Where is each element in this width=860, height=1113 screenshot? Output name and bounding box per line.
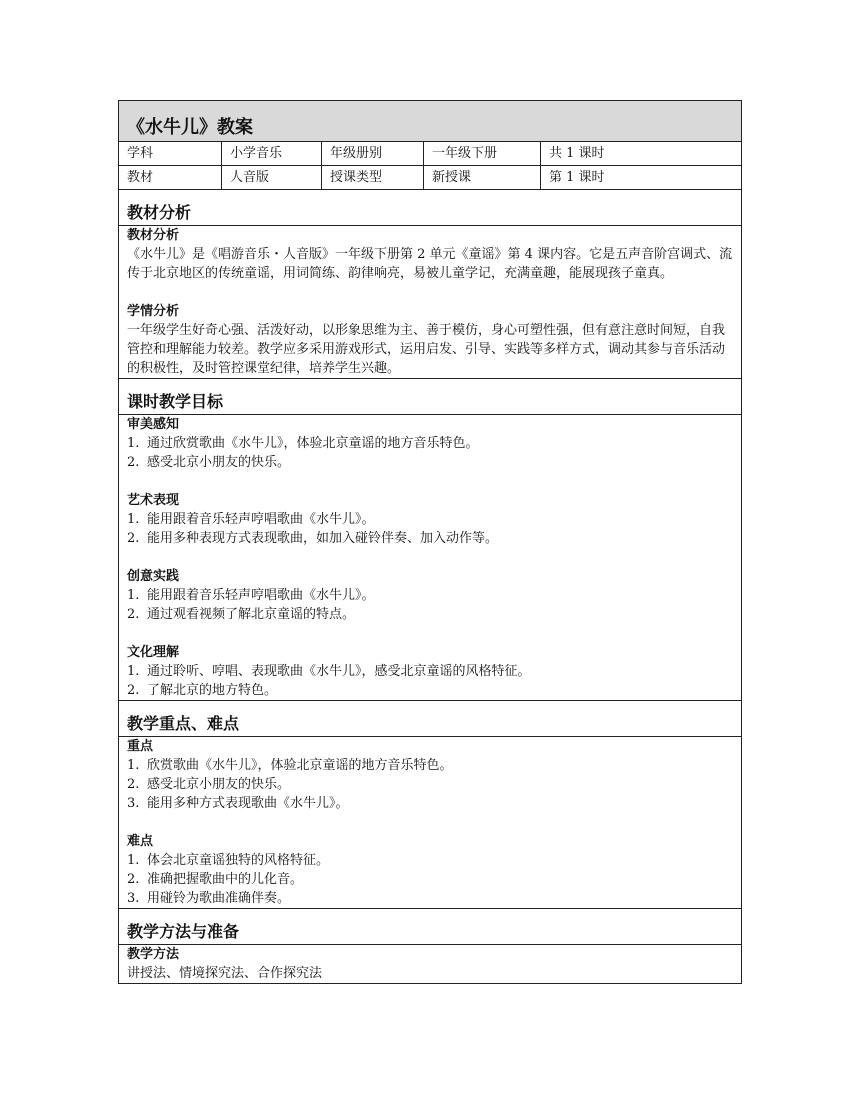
info-row	[119, 166, 742, 190]
section-body	[119, 945, 742, 984]
section-body	[119, 415, 742, 701]
section-heading: 教材分析	[119, 190, 742, 226]
block-subtitle: 创意实践	[127, 569, 180, 584]
list-item-number: 2.	[127, 777, 140, 792]
block-subtitle: 教材分析	[127, 228, 180, 243]
block-subtitle: 学情分析	[127, 304, 180, 319]
document-title: 《水牛儿》教案	[119, 101, 742, 142]
block-paragraph: 《水牛儿》是《唱游音乐・人音版》一年级下册第 2 单元《童谣》第 4 课内容。它是五声音阶宫调式、流传于北京地区的传统童谣，用词简练、韵律响亮，易被儿童学记，充满童趣，能展现孩子童真。	[127, 247, 733, 281]
section-body	[119, 226, 742, 379]
list-item	[127, 586, 733, 605]
block-subtitle: 教学方法	[127, 947, 180, 962]
numbered-list	[127, 510, 733, 548]
numbered-list	[127, 586, 733, 624]
block-spacer	[127, 283, 733, 302]
list-item-text: 能用多种表现方式表现歌曲，如加入碰铃伴奏、加入动作等。	[147, 531, 499, 546]
list-item-number: 2.	[127, 531, 140, 546]
block-spacer	[127, 472, 733, 491]
list-item-number: 2.	[127, 607, 140, 622]
info-cell: 一年级下册	[424, 142, 541, 166]
list-item	[127, 434, 733, 453]
list-item-number: 1.	[127, 588, 140, 603]
block-subtitle: 艺术表现	[127, 493, 180, 508]
list-item-text: 感受北京小朋友的快乐。	[147, 455, 291, 470]
info-cell: 年级册别	[322, 142, 424, 166]
block-subtitle: 文化理解	[127, 645, 180, 660]
list-item-number: 1.	[127, 436, 140, 451]
info-cell: 教材	[119, 166, 222, 190]
list-item-text: 能用多种方式表现歌曲《水牛儿》。	[147, 796, 349, 811]
list-item-number: 1.	[127, 853, 140, 868]
list-item	[127, 889, 733, 908]
section-heading: 课时教学目标	[119, 379, 742, 415]
info-row	[119, 142, 742, 166]
list-item	[127, 605, 733, 624]
list-item	[127, 870, 733, 889]
list-item-number: 2.	[127, 455, 140, 470]
list-item	[127, 510, 733, 529]
list-item-text: 欣赏歌曲《水牛儿》，体验北京童谣的地方音乐特色。	[147, 758, 453, 773]
list-item	[127, 681, 733, 700]
section-heading-row	[119, 909, 742, 945]
section-heading: 教学重点、难点	[119, 701, 742, 737]
block-spacer	[127, 548, 733, 567]
block-subtitle: 重点	[127, 739, 154, 754]
list-item-number: 2.	[127, 683, 140, 698]
block-paragraph: 讲授法、情境探究法、合作探究法	[127, 966, 323, 981]
info-cell: 第 1 课时	[541, 166, 742, 190]
block-subtitle: 难点	[127, 834, 154, 849]
list-item-number: 2.	[127, 872, 140, 887]
numbered-list	[127, 662, 733, 700]
section-heading-row	[119, 701, 742, 737]
numbered-list	[127, 851, 733, 908]
list-item	[127, 775, 733, 794]
list-item-text: 能用跟着音乐轻声哼唱歌曲《水牛儿》。	[147, 588, 375, 603]
list-item	[127, 794, 733, 813]
info-cell: 学科	[119, 142, 222, 166]
section-body-row	[119, 945, 742, 984]
info-cell: 小学音乐	[222, 142, 322, 166]
list-item-text: 用碰铃为歌曲准确伴奏。	[147, 891, 291, 906]
info-cell: 授课类型	[322, 166, 424, 190]
numbered-list	[127, 756, 733, 813]
lesson-plan-table	[118, 100, 742, 984]
section-heading-row	[119, 379, 742, 415]
list-item-text: 能用跟着音乐轻声哼唱歌曲《水牛儿》。	[147, 512, 375, 527]
list-item-text: 了解北京的地方特色。	[147, 683, 278, 698]
block-spacer	[127, 813, 733, 832]
block-paragraph: 一年级学生好奇心强、活泼好动，以形象思维为主、善于模仿，身心可塑性强，但有意注意时间短，自我管控和理解能力较差。教学应多采用游戏形式，运用启发、引导、实践等多样方式，调动其参与音乐活动的积极性，及时管控课堂纪律，培养学生兴趣。	[127, 323, 726, 376]
list-item-text: 感受北京小朋友的快乐。	[147, 777, 291, 792]
section-body-row	[119, 737, 742, 909]
list-item-number: 1.	[127, 512, 140, 527]
list-item-text: 体会北京童谣独特的风格特征。	[147, 853, 330, 868]
info-cell: 共 1 课时	[541, 142, 742, 166]
list-item-text: 通过聆听、哼唱、表现歌曲《水牛儿》，感受北京童谣的风格特征。	[147, 664, 531, 679]
block-spacer	[127, 624, 733, 643]
lesson-plan-document	[118, 100, 741, 984]
block-subtitle: 审美感知	[127, 417, 180, 432]
list-item	[127, 453, 733, 472]
info-cell: 人音版	[222, 166, 322, 190]
section-heading: 教学方法与准备	[119, 909, 742, 945]
list-item-number: 3.	[127, 796, 140, 811]
info-cell: 新授课	[424, 166, 541, 190]
list-item-text: 通过观看视频了解北京童谣的特点。	[147, 607, 356, 622]
list-item-number: 1.	[127, 758, 140, 773]
list-item	[127, 851, 733, 870]
list-item-text: 准确把握歌曲中的儿化音。	[147, 872, 304, 887]
list-item	[127, 756, 733, 775]
list-item-text: 通过欣赏歌曲《水牛儿》，体验北京童谣的地方音乐特色。	[147, 436, 479, 451]
numbered-list	[127, 434, 733, 472]
list-item-number: 1.	[127, 664, 140, 679]
section-body	[119, 737, 742, 909]
section-body-row	[119, 226, 742, 379]
section-heading-row	[119, 190, 742, 226]
list-item	[127, 662, 733, 681]
list-item	[127, 529, 733, 548]
section-body-row	[119, 415, 742, 701]
list-item-number: 3.	[127, 891, 140, 906]
